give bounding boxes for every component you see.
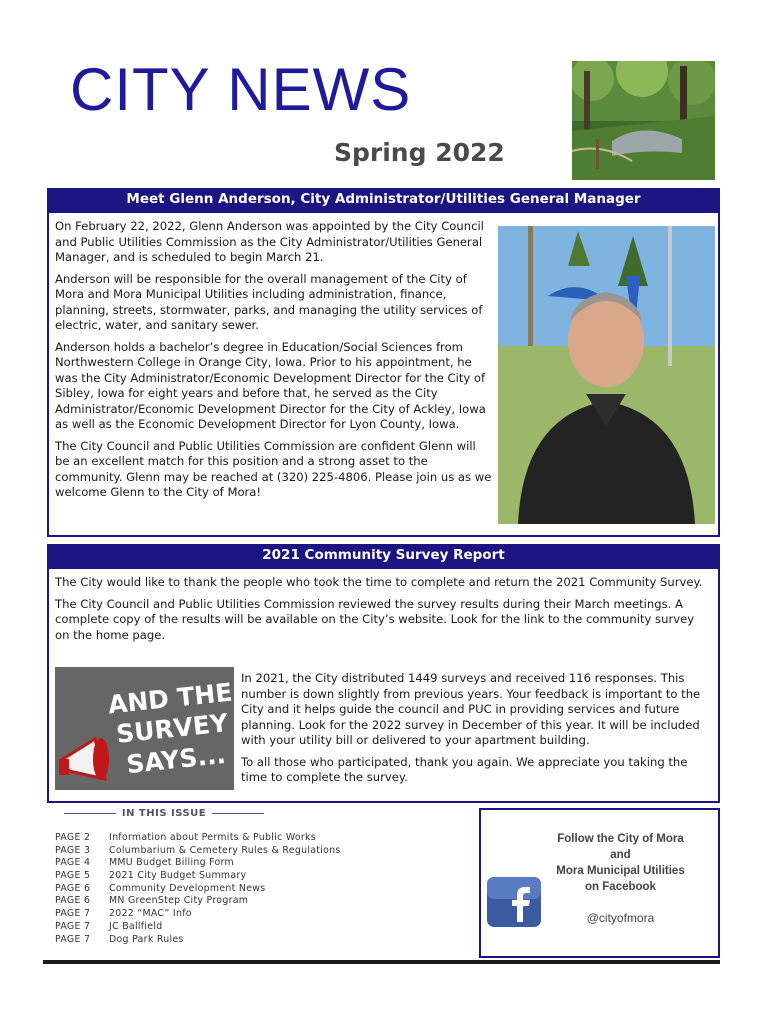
article-body-survey-side	[241, 671, 707, 792]
facebook-icon[interactable]	[486, 876, 542, 928]
article-body-community-survey	[55, 575, 710, 649]
issue-date: Spring 2022	[334, 138, 505, 167]
graphic-line: AND THE	[106, 677, 234, 720]
toc-text: 2022 “MAC” Info	[109, 908, 192, 920]
toc-text: Community Development News	[109, 882, 266, 894]
graphic-line: SURVEY	[114, 708, 230, 749]
newsletter-title: CITY NEWS	[70, 56, 412, 123]
toc-item[interactable]	[55, 832, 475, 845]
facebook-line: Follow the City of Mora	[557, 833, 684, 845]
article-heading-glenn-anderson: Meet Glenn Anderson, City Administrator/Utilities General Manager	[47, 188, 720, 211]
toc-page: PAGE 6	[55, 895, 91, 907]
survey-says-graphic	[55, 667, 234, 790]
toc-item[interactable]	[55, 857, 475, 870]
portrait-photo	[498, 226, 715, 524]
paragraph: The City Council and Public Utilities Commission are confident Glenn will be an excellent match for this position and a strong asset to the community. Glenn may be reached at (320) 225-4806. Please join us as we welcome Glenn to the City of Mora!	[55, 438, 492, 499]
paragraph: To all those who participated, thank you again. We appreciate you taking the time to complete the survey.	[241, 754, 688, 784]
toc-page: PAGE 6	[55, 882, 91, 894]
toc-text: JC Ballfield	[109, 920, 163, 932]
facebook-line: and	[610, 849, 631, 861]
toc-item[interactable]	[55, 895, 475, 908]
article-heading-community-survey: 2021 Community Survey Report	[47, 544, 720, 567]
bottom-divider	[43, 960, 720, 964]
toc-page: PAGE 7	[55, 908, 91, 920]
toc-item[interactable]	[55, 883, 475, 896]
divider	[212, 813, 264, 814]
toc-text: Dog Park Rules	[109, 933, 184, 945]
facebook-line: Mora Municipal Utilities	[556, 865, 685, 877]
toc-page: PAGE 2	[55, 832, 91, 843]
facebook-line: on Facebook	[585, 881, 656, 893]
paragraph: The City would like to thank the people who took the time to complete and return the 2021 Community Survey.	[55, 575, 703, 589]
facebook-follow-text	[538, 831, 703, 895]
park-photo	[572, 61, 715, 180]
article-body-glenn-anderson	[55, 219, 492, 507]
graphic-line: SAYS...	[125, 739, 228, 780]
in-this-issue-heading	[55, 808, 273, 819]
paragraph: Anderson holds a bachelor’s degree in Education/Social Sciences from Northwestern College in Orange City, Iowa. Prior to his appointment, he was the City Administrator/Economic Development Director for the City of Sibley, Iowa for eight years and before that, he served as the City Administrator/Economic Development Director for the City of Ackley, Iowa as well as the Economic Development Director for Lyon County, Iowa.	[55, 339, 486, 431]
paragraph: In 2021, the City distributed 1449 surveys and received 116 responses. This number is down slightly from previous years. Your feedback is important to the City and it helps guide the council and PUC in providing services and future planning. Look for the 2022 survey in December of this year. It will be included with your utility bill or delivered to your apartment building.	[241, 671, 701, 747]
paragraph: On February 22, 2022, Glenn Anderson was appointed by the City Council and Public Utilities Commission as the City Administrator/Utilities General Manager, and is scheduled to begin March 21.	[55, 219, 484, 264]
toc-text: Information about Permits & Public Works	[109, 832, 316, 843]
table-of-contents	[55, 832, 475, 946]
in-this-issue-label: IN THIS ISSUE	[121, 808, 207, 819]
toc-item[interactable]	[55, 870, 475, 883]
toc-page: PAGE 7	[55, 933, 91, 945]
toc-item[interactable]	[55, 921, 475, 934]
toc-page: PAGE 5	[55, 870, 91, 882]
paragraph: The City Council and Public Utilities Commission reviewed the survey results during their March meetings. A complete copy of the results will be available on the City’s website. Look for the link to the community survey on the home page.	[55, 596, 695, 642]
toc-item[interactable]	[55, 845, 475, 858]
toc-page: PAGE 4	[55, 857, 91, 869]
toc-item[interactable]	[55, 908, 475, 921]
toc-text: MN GreenStep City Program	[109, 895, 249, 907]
facebook-handle[interactable]: @cityofmora	[586, 911, 655, 925]
toc-page: PAGE 7	[55, 920, 91, 932]
toc-text: MMU Budget Billing Form	[109, 857, 234, 869]
toc-text: Columbarium & Cemetery Rules & Regulations	[109, 844, 341, 856]
toc-text: 2021 City Budget Summary	[109, 870, 247, 882]
toc-item[interactable]	[55, 934, 475, 947]
divider	[64, 813, 116, 814]
toc-page: PAGE 3	[55, 844, 91, 856]
paragraph: Anderson will be responsible for the overall management of the City of Mora and Mora Municipal Utilities including administration, finance, planning, streets, stormwater, parks, and managing the utility services of electric, water, and sanitary sewer.	[55, 271, 483, 332]
